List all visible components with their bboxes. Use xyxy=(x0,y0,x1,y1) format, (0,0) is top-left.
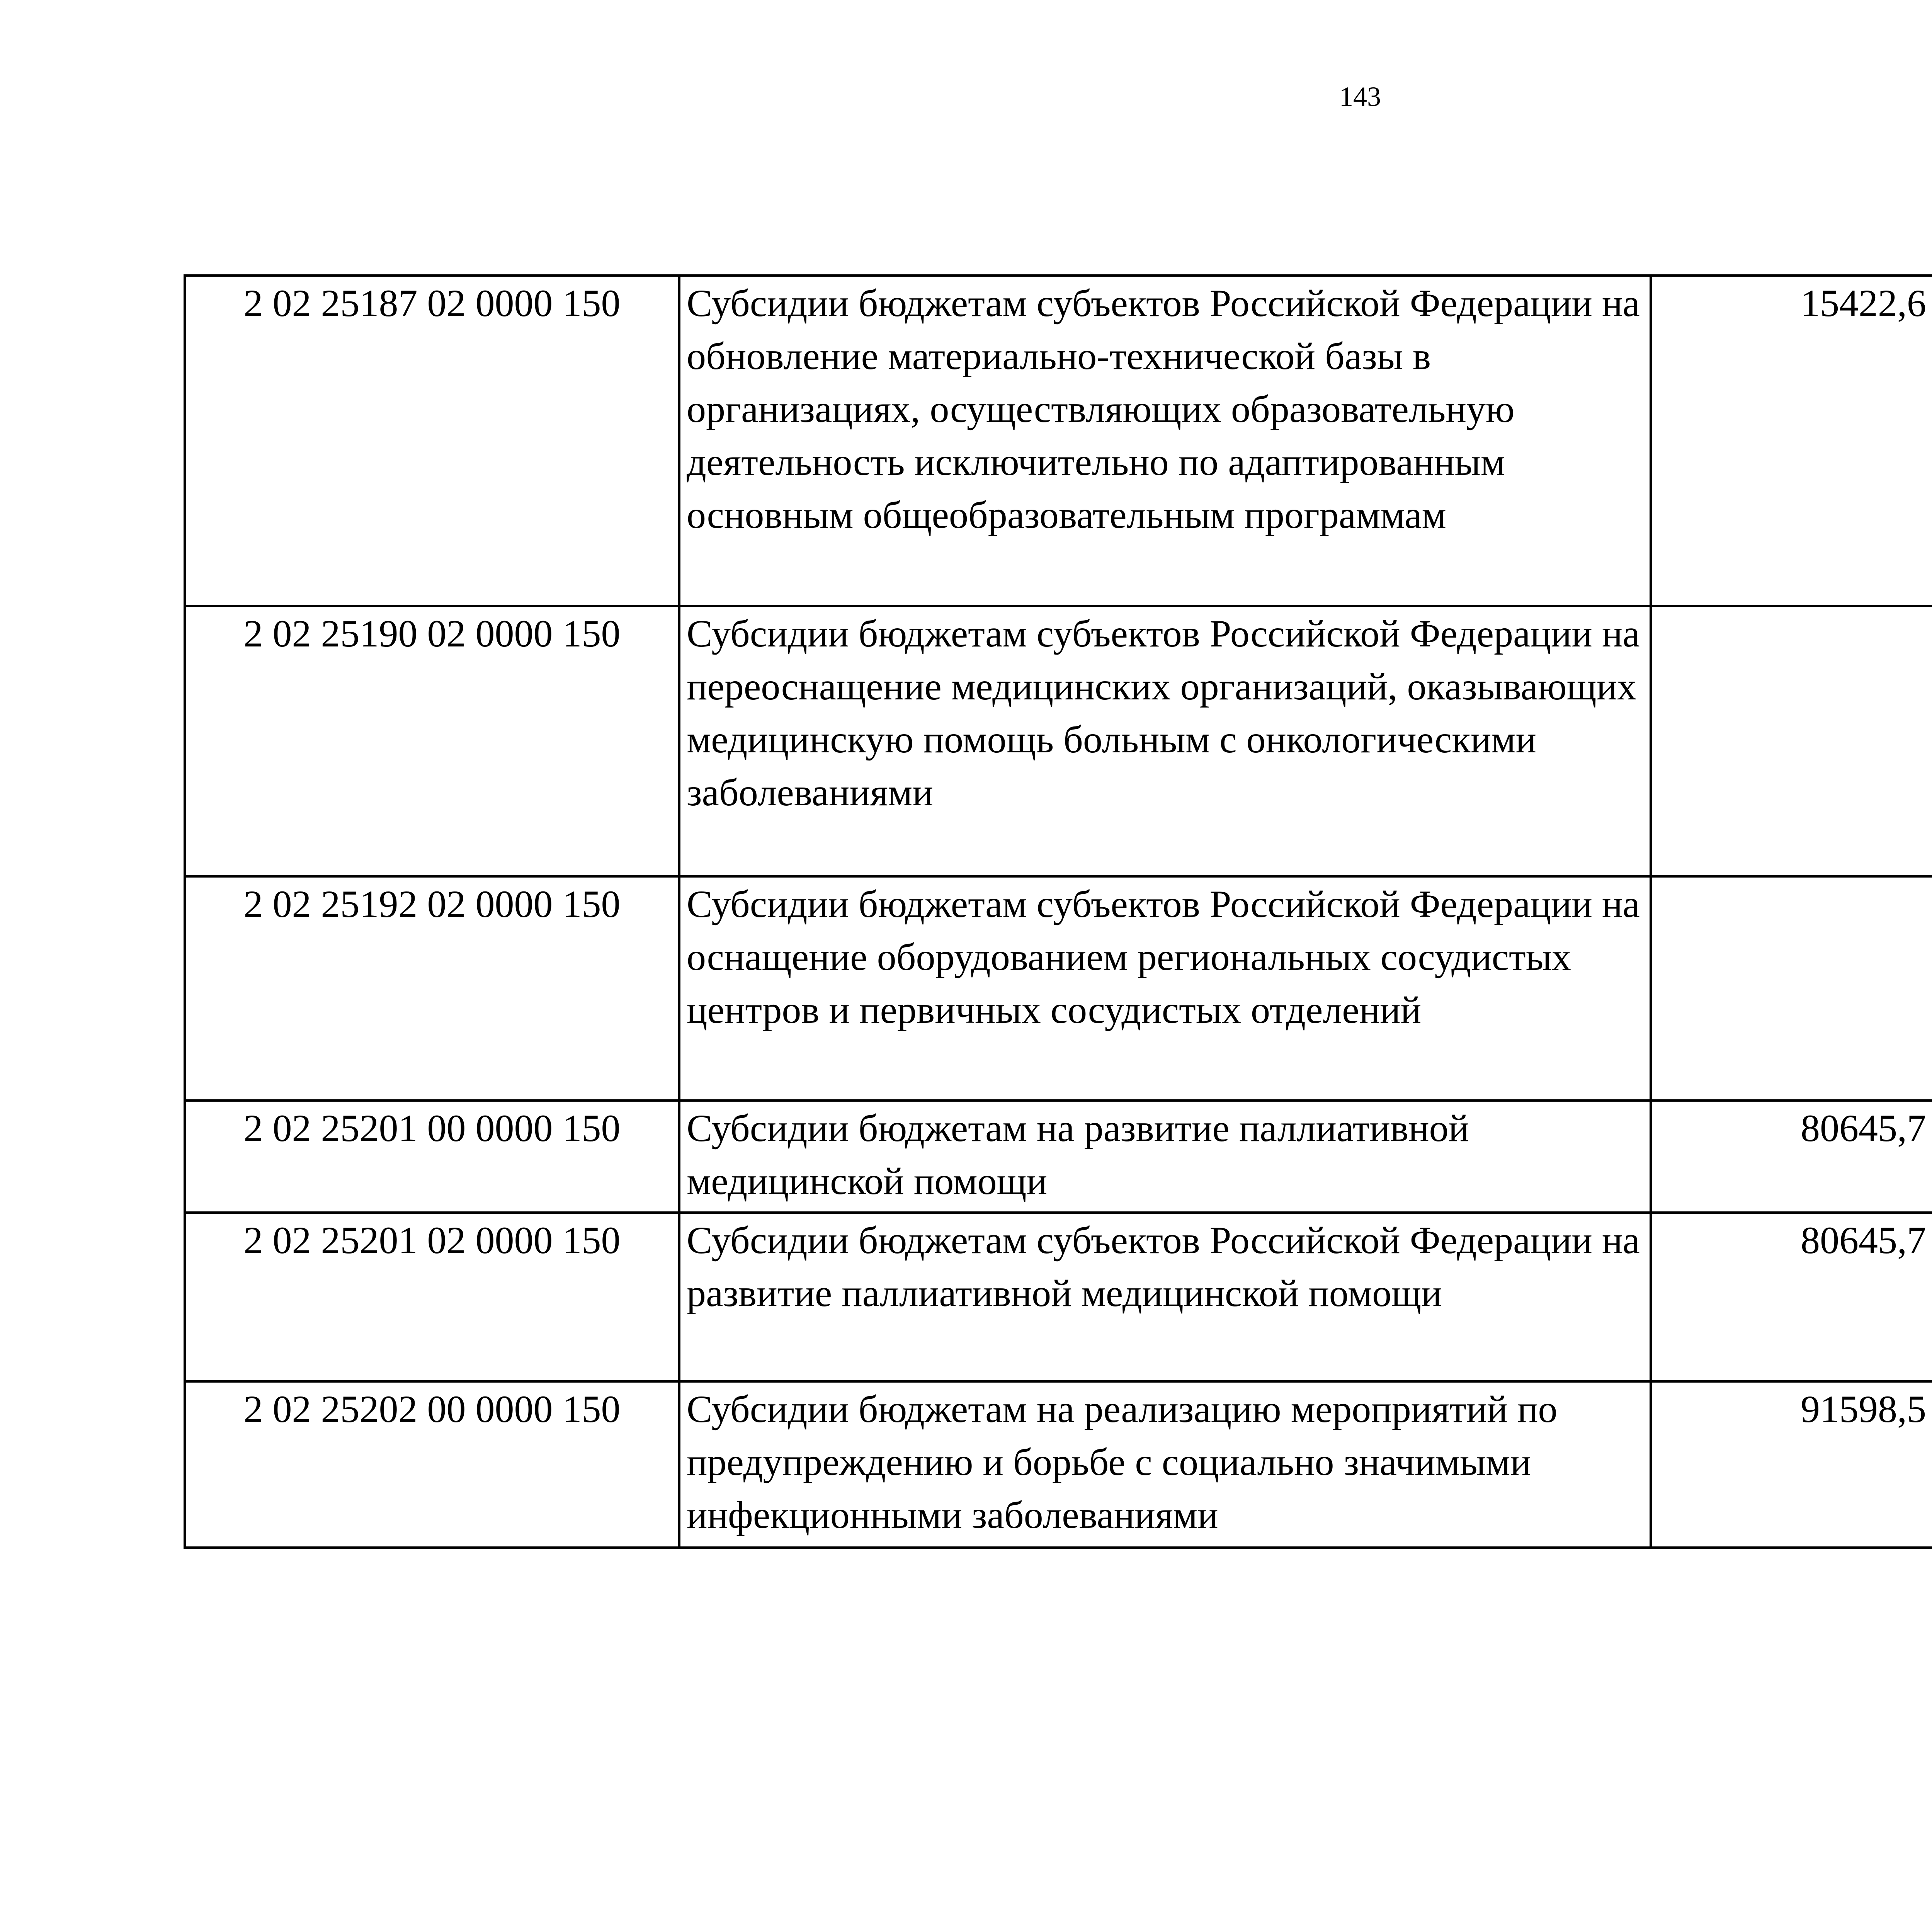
budget-code-cell: 2 02 25192 02 0000 150 xyxy=(185,876,679,1101)
table-row xyxy=(185,1101,1932,1213)
budget-revenue-table xyxy=(184,274,1932,1549)
table-row xyxy=(185,1213,1932,1381)
budget-code-cell: 2 02 25190 02 0000 150 xyxy=(185,606,679,876)
description-cell: Субсидии бюджетам субъектов Российской Федерации на переоснащение медицинских организаций, оказывающих медицинскую помощь больным с онкологическими заболеваниями xyxy=(679,606,1651,876)
amount-year-1-cell xyxy=(1651,876,1932,1101)
page-number: 143 xyxy=(1339,81,1381,112)
description-cell: Субсидии бюджетам субъектов Российской Федерации на развитие паллиативной медицинской помощи xyxy=(679,1213,1651,1381)
budget-code-cell: 2 02 25201 00 0000 150 xyxy=(185,1101,679,1213)
amount-year-1-cell: 80645,7 xyxy=(1651,1101,1932,1213)
amount-year-1-cell xyxy=(1651,606,1932,876)
table-row xyxy=(185,276,1932,606)
description-cell: Субсидии бюджетам субъектов Российской Федерации на оснащение оборудованием региональных сосудистых центров и первичных сосудистых отделений xyxy=(679,876,1651,1101)
amount-year-1-cell: 80645,7 xyxy=(1651,1213,1932,1381)
budget-code-cell: 2 02 25202 00 0000 150 xyxy=(185,1381,679,1548)
description-cell: Субсидии бюджетам на развитие паллиативной медицинской помощи xyxy=(679,1101,1651,1213)
description-cell: Субсидии бюджетам на реализацию мероприятий по предупреждению и борьбе с социально значимыми инфекционными заболеваниями xyxy=(679,1381,1651,1548)
table-row xyxy=(185,606,1932,876)
budget-code-cell: 2 02 25201 02 0000 150 xyxy=(185,1213,679,1381)
table-row xyxy=(185,1381,1932,1548)
table-row xyxy=(185,876,1932,1101)
description-cell: Субсидии бюджетам субъектов Российской Федерации на обновление материально-технической базы в организациях, осуществляющих образовательную деятельность исключительно по адаптированным основным общеобразовательным программам xyxy=(679,276,1651,606)
budget-code-cell: 2 02 25187 02 0000 150 xyxy=(185,276,679,606)
amount-year-1-cell: 91598,5 xyxy=(1651,1381,1932,1548)
amount-year-1-cell: 15422,6 xyxy=(1651,276,1932,606)
